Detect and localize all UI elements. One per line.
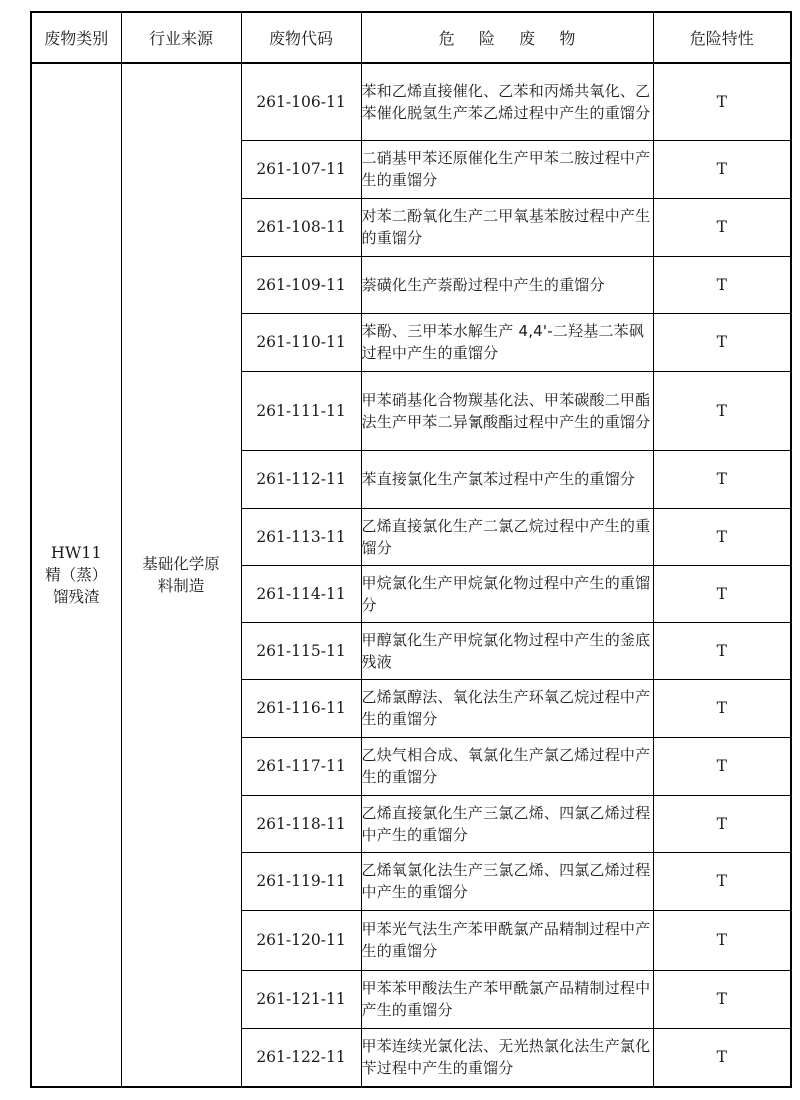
hazard-property: T (653, 565, 791, 622)
header-code: 废物代码 (241, 12, 361, 63)
waste-description: 对苯二酚氧化生产二甲氧基苯胺过程中产生的重馏分 (361, 198, 653, 256)
header-property: 危险特性 (653, 12, 791, 63)
waste-description: 苯和乙烯直接催化、乙苯和丙烯共氧化、乙苯催化脱氢生产苯乙烯过程中产生的重馏分 (361, 63, 653, 140)
industry-line1: 基础化学原 (142, 555, 220, 573)
waste-code: 261-117-11 (241, 737, 361, 795)
hazard-property: T (653, 970, 791, 1028)
hazard-property: T (653, 622, 791, 679)
hazard-property: T (653, 371, 791, 450)
hazard-property: T (653, 737, 791, 795)
waste-description: 甲苯苯甲酸法生产苯甲酰氯产品精制过程中产生的重馏分 (361, 970, 653, 1028)
hazard-property: T (653, 63, 791, 140)
waste-code: 261-108-11 (241, 198, 361, 256)
category-name-line1: 精（蒸） (45, 566, 108, 584)
industry-line2: 料制造 (157, 577, 205, 595)
waste-description: 甲醇氯化生产甲烷氯化物过程中产生的釜底残液 (361, 622, 653, 679)
waste-code: 261-106-11 (241, 63, 361, 140)
hazard-property: T (653, 198, 791, 256)
waste-description: 苯直接氯化生产氯苯过程中产生的重馏分 (361, 450, 653, 508)
hazard-property: T (653, 852, 791, 910)
hazard-property: T (653, 508, 791, 565)
waste-description: 乙烯氯醇法、氧化法生产环氧乙烷过程中产生的重馏分 (361, 679, 653, 737)
industry-source-cell (121, 63, 241, 1087)
waste-code: 261-122-11 (241, 1028, 361, 1087)
waste-code: 261-109-11 (241, 256, 361, 313)
hazard-property: T (653, 795, 791, 852)
waste-code: 261-115-11 (241, 622, 361, 679)
table-row (31, 63, 791, 140)
waste-category-cell (31, 63, 121, 1087)
waste-code: 261-113-11 (241, 508, 361, 565)
waste-description: 甲苯光气法生产苯甲酰氯产品精制过程中产生的重馏分 (361, 910, 653, 970)
waste-code: 261-112-11 (241, 450, 361, 508)
category-code: HW11 (50, 543, 102, 562)
waste-code: 261-114-11 (241, 565, 361, 622)
waste-code: 261-111-11 (241, 371, 361, 450)
waste-code: 261-116-11 (241, 679, 361, 737)
waste-code: 261-119-11 (241, 852, 361, 910)
waste-code: 261-118-11 (241, 795, 361, 852)
waste-description: 苯酚、三甲苯水解生产 4,4'-二羟基二苯砜过程中产生的重馏分 (361, 313, 653, 371)
header-category: 废物类别 (31, 12, 121, 63)
waste-code: 261-121-11 (241, 970, 361, 1028)
waste-code: 261-110-11 (241, 313, 361, 371)
category-name-line2: 馏残渣 (52, 588, 100, 606)
hazard-property: T (653, 1028, 791, 1087)
header-industry: 行业来源 (121, 12, 241, 63)
hazard-property: T (653, 140, 791, 198)
header-waste: 危 险 废 物 (361, 12, 653, 63)
waste-description: 乙炔气相合成、氧氯化生产氯乙烯过程中产生的重馏分 (361, 737, 653, 795)
hazard-property: T (653, 679, 791, 737)
waste-code: 261-107-11 (241, 140, 361, 198)
hazard-property: T (653, 450, 791, 508)
waste-description: 萘磺化生产萘酚过程中产生的重馏分 (361, 256, 653, 313)
hazard-property: T (653, 313, 791, 371)
waste-description: 乙烯直接氯化生产三氯乙烯、四氯乙烯过程中产生的重馏分 (361, 795, 653, 852)
waste-code: 261-120-11 (241, 910, 361, 970)
hazardous-waste-table (30, 11, 792, 1088)
hazard-property: T (653, 256, 791, 313)
waste-description: 乙烯直接氯化生产二氯乙烷过程中产生的重馏分 (361, 508, 653, 565)
header-row (31, 12, 791, 63)
hazard-property: T (653, 910, 791, 970)
waste-description: 甲苯硝基化合物羰基化法、甲苯碳酸二甲酯法生产甲苯二异氰酸酯过程中产生的重馏分 (361, 371, 653, 450)
waste-description: 甲烷氯化生产甲烷氯化物过程中产生的重馏分 (361, 565, 653, 622)
waste-description: 乙烯氧氯化法生产三氯乙烯、四氯乙烯过程中产生的重馏分 (361, 852, 653, 910)
waste-description: 甲苯连续光氯化法、无光热氯化法生产氯化苄过程中产生的重馏分 (361, 1028, 653, 1087)
waste-description: 二硝基甲苯还原催化生产甲苯二胺过程中产生的重馏分 (361, 140, 653, 198)
